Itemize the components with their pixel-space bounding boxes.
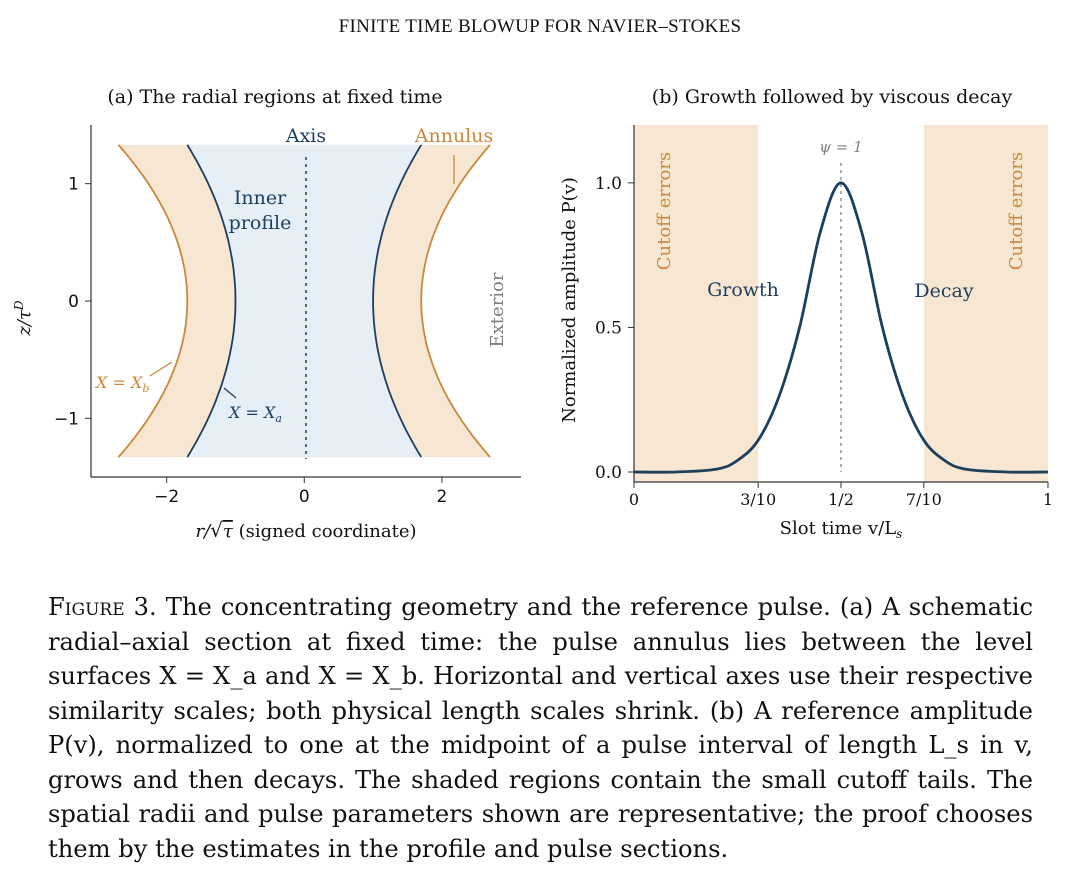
panel-b-title: (b) Growth followed by viscous decay bbox=[651, 86, 1013, 108]
x-tick-label: 1 bbox=[1042, 490, 1054, 509]
xb-label: $X = X_b$ bbox=[96, 373, 150, 395]
panel-b bbox=[559, 86, 1053, 541]
xb-pointer bbox=[150, 362, 172, 376]
running-header: FINITE TIME BLOWUP FOR NAVIER–STOKES bbox=[338, 16, 742, 37]
inner-label-line1: Inner bbox=[233, 187, 287, 209]
y-tick-label: 1.0 bbox=[594, 173, 622, 194]
x-tick-label: 3/10 bbox=[740, 490, 777, 509]
cutoff-region-right bbox=[924, 125, 1048, 482]
cutoff-region-left bbox=[634, 125, 758, 482]
inner-label-line2: profile bbox=[228, 212, 292, 234]
psi-label: ψ = 1 bbox=[819, 138, 863, 156]
svg-text:z/τD: $z/\tau^D$ bbox=[12, 300, 35, 336]
y-tick-label: 1 bbox=[68, 174, 79, 195]
panel-a-xlabel: r/√τ (signed coordinate) bbox=[195, 518, 417, 542]
panel-a-ylabel bbox=[12, 300, 35, 337]
panel-a-regions bbox=[119, 145, 491, 457]
y-tick-label: 0.5 bbox=[594, 318, 622, 339]
axis-label: Axis bbox=[285, 125, 327, 147]
cutoff-label-left: Cutoff errors bbox=[654, 151, 675, 271]
panel-a-title: (a) The radial regions at fixed time bbox=[107, 86, 443, 108]
decay-label: Decay bbox=[914, 280, 974, 302]
figure-caption bbox=[48, 590, 1033, 866]
x-tick-label: 0 bbox=[628, 490, 640, 509]
y-tick-label: −1 bbox=[53, 409, 79, 430]
cutoff-label-right: Cutoff errors bbox=[1006, 151, 1027, 271]
x-tick-label: −2 bbox=[154, 487, 180, 507]
x-tick-label: 7/10 bbox=[905, 490, 942, 509]
xa-label: $X = X_a$ bbox=[229, 403, 282, 425]
x-tick-label: 2 bbox=[436, 487, 448, 507]
exterior-label: Exterior bbox=[487, 272, 508, 348]
annulus-label: Annulus bbox=[414, 125, 494, 147]
y-tick-label: 0.0 bbox=[594, 463, 622, 483]
caption-label: Figure 3. bbox=[48, 593, 157, 621]
x-tick-label: 1/2 bbox=[828, 490, 854, 509]
x-tick-label: 0 bbox=[298, 487, 310, 507]
y-tick-label: 0 bbox=[68, 292, 79, 312]
growth-label: Growth bbox=[707, 279, 779, 301]
panel-a bbox=[12, 86, 521, 542]
panel-b-xlabel: Slot time $v/L_s$ bbox=[779, 518, 903, 541]
caption-text: The concentrating geometry and the reference pulse. (a) A schematic radial–axial section at fixed time: the pulse annulus lies between the level surfaces X = X_a and X = X_b. Horizontal and vertical axes use their respective similarity scales; both physical length scales shrink. (b) A reference amplitude P(v), normalized to one at the midpoint of a pulse interval of length L_s in v, grows and then decays. The shaded regions contain the small cutoff tails. The spatial radii and pulse parameters shown are representative; the proof chooses them by the estimates in the profile and pulse sections. bbox=[48, 593, 1033, 863]
panel-b-ylabel: Normalized amplitude P(v) bbox=[559, 177, 580, 423]
